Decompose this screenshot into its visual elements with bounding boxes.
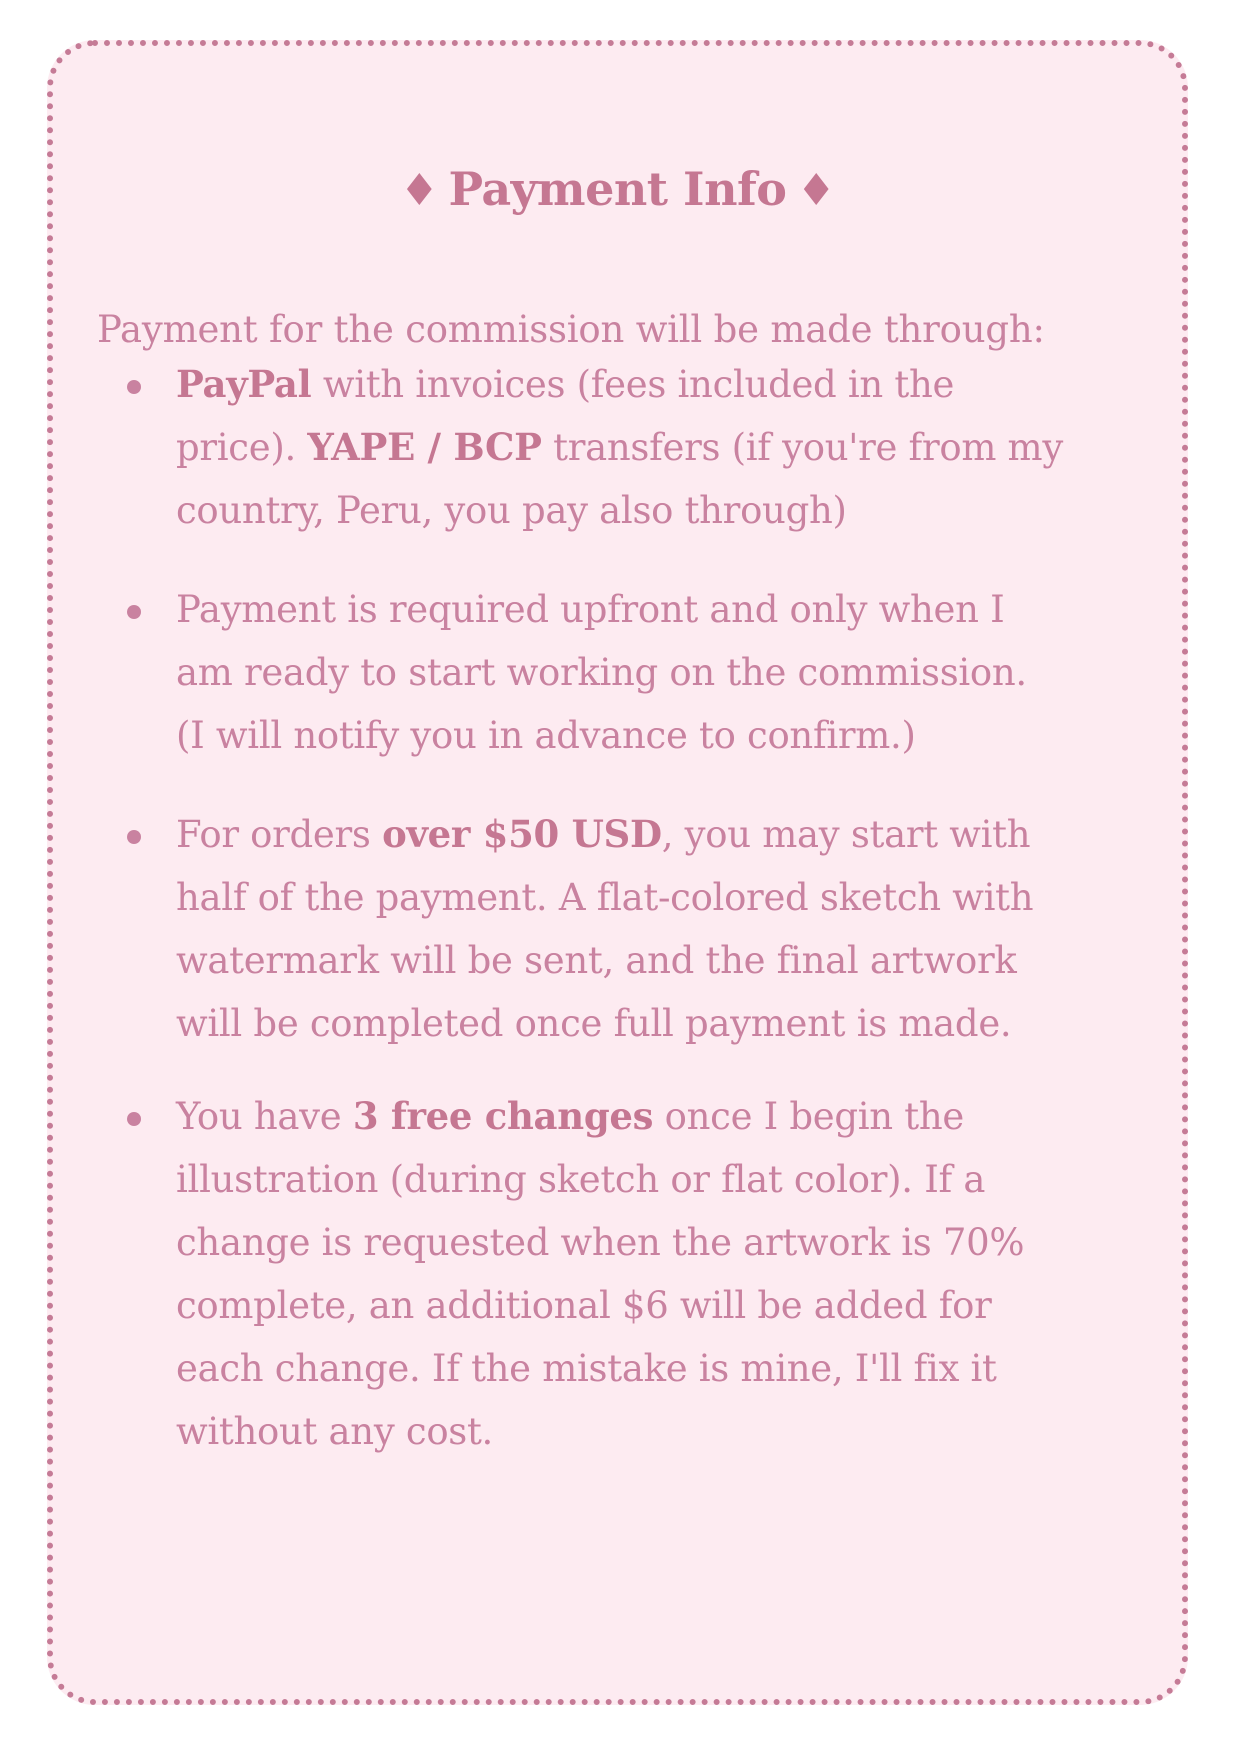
text-segment: will be completed once full payment is made. <box>176 1002 1012 1045</box>
text-segment: am ready to start working on the commission. <box>176 651 1027 694</box>
text-line <box>176 929 1156 992</box>
text-segment: half of the payment. A flat-colored sketch with <box>176 876 1034 919</box>
text-segment: (I will notify you in advance to confirm.) <box>176 714 916 757</box>
payment-info-card <box>47 40 1188 1705</box>
bullet-icon <box>127 605 141 619</box>
bullet-icon <box>127 380 141 394</box>
text-line <box>176 803 1156 866</box>
text-line <box>176 1337 1156 1400</box>
bold-text: over $50 USD <box>382 812 662 856</box>
text-line <box>176 479 1156 542</box>
text-segment: illustration (during sketch or flat color). If a <box>176 1158 986 1201</box>
text-line <box>176 992 1156 1055</box>
text-segment: country, Peru, you pay also through) <box>176 489 847 532</box>
bold-text: PayPal <box>176 362 312 406</box>
text-segment: price). <box>176 426 308 469</box>
text-segment: For orders <box>176 813 383 856</box>
intro-text: Payment for the commission will be made through: <box>97 308 1045 351</box>
list-item-text <box>176 578 1156 767</box>
text-segment: once I begin the <box>653 1095 964 1138</box>
text-line <box>176 578 1156 641</box>
text-line <box>176 641 1156 704</box>
text-segment: each change. If the mistake is mine, I'll fix it <box>176 1347 997 1390</box>
text-segment: complete, an additional $6 will be added for <box>176 1284 992 1327</box>
diamond-right-icon: ♦ <box>796 165 836 216</box>
bold-text: YAPE / BCP <box>307 425 542 469</box>
text-line <box>176 1400 1156 1463</box>
text-line <box>176 1085 1156 1148</box>
text-segment: with invoices (fees included in the <box>311 363 955 406</box>
text-line <box>176 353 1156 416</box>
text-segment: change is requested when the artwork is 70% <box>176 1221 1025 1264</box>
text-segment: You have <box>176 1095 353 1138</box>
text-segment: Payment is required upfront and only when I <box>176 588 1005 631</box>
diamond-left-icon: ♦ <box>399 165 439 216</box>
list-item-text <box>176 1085 1156 1463</box>
text-segment: watermark will be sent, and the final artwork <box>176 939 1017 982</box>
text-line <box>176 1274 1156 1337</box>
text-line <box>176 416 1156 479</box>
text-line <box>176 1211 1156 1274</box>
list-item-text <box>176 803 1156 1055</box>
text-segment: , you may start with <box>661 813 1031 856</box>
text-line <box>176 1148 1156 1211</box>
card-title-text: Payment Info <box>448 162 787 216</box>
text-line <box>176 866 1156 929</box>
bullet-icon <box>127 830 141 844</box>
text-segment: transfers (if you're from my <box>541 426 1063 469</box>
list-item-text <box>176 353 1156 542</box>
bold-text: 3 free changes <box>352 1094 654 1138</box>
text-line <box>176 704 1156 767</box>
bullet-icon <box>127 1112 141 1126</box>
card-title <box>53 159 1182 221</box>
text-segment: without any cost. <box>176 1410 494 1453</box>
